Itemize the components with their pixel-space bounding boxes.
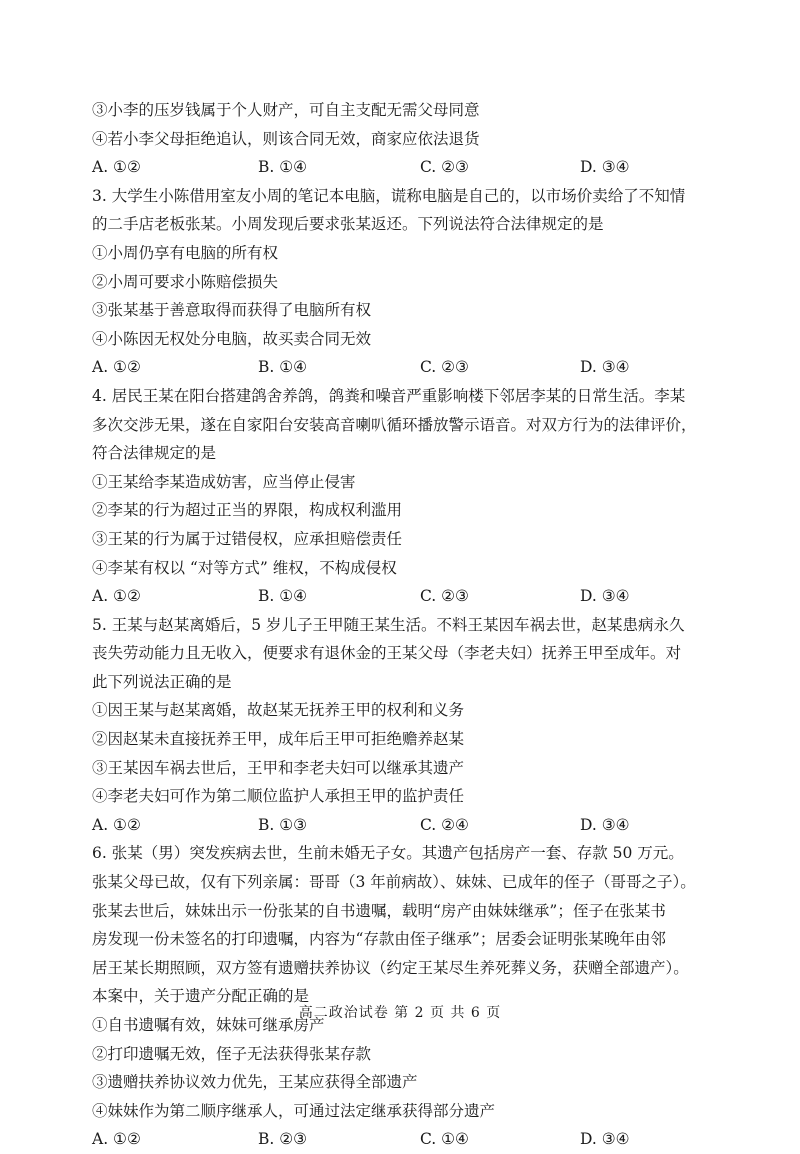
question-stem: 此下列说法正确的是 (92, 672, 232, 691)
option-d: D. ③④ (580, 358, 630, 377)
option-a: A. ①② (92, 1130, 141, 1149)
statement-2: ②因赵某未直接抚养王甲，成年后王甲可拒绝赡养赵某 (92, 730, 465, 749)
statement-4: ④李老夫妇可作为第二顺位监护人承担王甲的监护责任 (92, 787, 465, 806)
statement-3: ③张某基于善意取得而获得了电脑所有权 (92, 301, 372, 320)
option-c: C. ①④ (420, 1130, 469, 1149)
answer-options (92, 582, 732, 611)
option-d: D. ③④ (580, 587, 630, 606)
question-2-continuation (92, 96, 732, 182)
answer-options (92, 353, 732, 382)
question-stem: 丧失劳动能力且无收入，便要求有退休金的王某父母（李老夫妇）抚养王甲至成年。对 (92, 644, 682, 663)
statement-1: ①王某给李某造成妨害，应当停止侵害 (92, 472, 356, 491)
question-4 (92, 382, 732, 611)
question-6 (92, 839, 732, 1154)
option-c: C. ②④ (420, 815, 469, 834)
page-footer: 高二政治试卷 第 2 页 共 6 页 (298, 1005, 502, 1021)
question-stem: 4. 居民王某在阳台搭建鸽舍养鸽，鸽粪和噪音严重影响楼下邻居李某的日常生活。李某 (92, 386, 686, 405)
option-b: B. ①④ (258, 358, 308, 377)
statement-3: ③小李的压岁钱属于个人财产，可自主支配无需父母同意 (92, 101, 480, 119)
question-stem: 张某去世后，妹妹出示一份张某的自书遗嘱，载明“房产由妹妹继承”；侄子在张某书 (92, 901, 666, 920)
statement-3: ③王某的行为属于过错侵权，应承担赔偿责任 (92, 529, 403, 548)
option-d: D. ③④ (580, 1130, 630, 1149)
statement-4: ④若小李父母拒绝追认，则该合同无效，商家应依法退货 (92, 129, 480, 148)
question-stem: 符合法律规定的是 (92, 444, 217, 463)
statement-2: ②打印遗嘱无效，侄子无法获得张某存款 (92, 1044, 372, 1063)
statement-4: ④妹妹作为第二顺序继承人，可通过法定继承获得部分遗产 (92, 1101, 496, 1120)
option-d: D. ③④ (580, 158, 630, 177)
option-b: B. ①④ (258, 587, 308, 606)
question-stem: 的二手店老板张某。小周发现后要求张某返还。下列说法符合法律规定的是 (92, 215, 604, 234)
statement-2: ②小周可要求小陈赔偿损失 (92, 272, 279, 291)
option-a: A. ①② (92, 358, 141, 377)
statement-2: ②李某的行为超过正当的界限，构成权利滥用 (92, 501, 403, 520)
question-stem: 居王某长期照顾，双方签有遗赠扶养协议（约定王某尽生养死葬义务，获赠全部遗产）。 (92, 958, 689, 977)
statement-1: ①自书遗嘱有效，妹妹可继承房产 (92, 1016, 325, 1034)
answer-options (92, 153, 732, 182)
option-b: B. ①④ (258, 158, 308, 177)
statement-1: ①小周仍享有电脑的所有权 (92, 243, 279, 262)
question-stem: 6. 张某（男）突发疾病去世，生前未婚无子女。其遗产包括房产一套、存款 50 万元。 (92, 844, 684, 863)
statement-3: ③遗赠扶养协议效力优先，王某应获得全部遗产 (92, 1073, 418, 1092)
question-3 (92, 182, 732, 382)
option-a: A. ①② (92, 587, 141, 606)
option-b: B. ②③ (258, 1130, 308, 1149)
statement-4: ④李某有权以 “对等方式” 维权，不构成侵权 (92, 558, 397, 577)
question-5 (92, 611, 732, 840)
option-a: A. ①② (92, 158, 141, 177)
question-stem: 多次交涉无果，遂在自家阳台安装高音喇叭循环播放警示语音。对双方行为的法律评价， (92, 415, 697, 434)
option-c: C. ②③ (420, 358, 469, 377)
question-stem: 本案中，关于遗产分配正确的是 (92, 987, 310, 1006)
question-stem: 5. 王某与赵某离婚后，5 岁儿子王甲随王某生活。不料王某因车祸去世，赵某患病永久 (92, 615, 685, 634)
statement-4: ④小陈因无权处分电脑，故买卖合同无效 (92, 329, 372, 348)
option-c: C. ②③ (420, 158, 469, 177)
answer-options (92, 811, 732, 840)
question-stem: 张某父母已故，仅有下列亲属：哥哥（3 年前病故）、妹妹、已成年的侄子（哥哥之子）。 (92, 873, 696, 892)
option-b: B. ①③ (258, 815, 308, 834)
statement-3: ③王某因车祸去世后，王甲和李老夫妇可以继承其遗产 (92, 758, 465, 777)
option-d: D. ③④ (580, 815, 630, 834)
question-stem: 3. 大学生小陈借用室友小周的笔记本电脑，谎称电脑是自己的，以市场价卖给了不知情 (92, 186, 686, 205)
statement-1: ①因王某与赵某离婚，故赵某无抚养王甲的权利和义务 (92, 701, 465, 720)
page-content (92, 96, 732, 1154)
option-c: C. ②③ (420, 587, 469, 606)
option-a: A. ①② (92, 815, 141, 834)
question-stem: 房发现一份未签名的打印遗嘱，内容为“存款由侄子继承”；居委会证明张某晚年由邻 (92, 930, 666, 949)
